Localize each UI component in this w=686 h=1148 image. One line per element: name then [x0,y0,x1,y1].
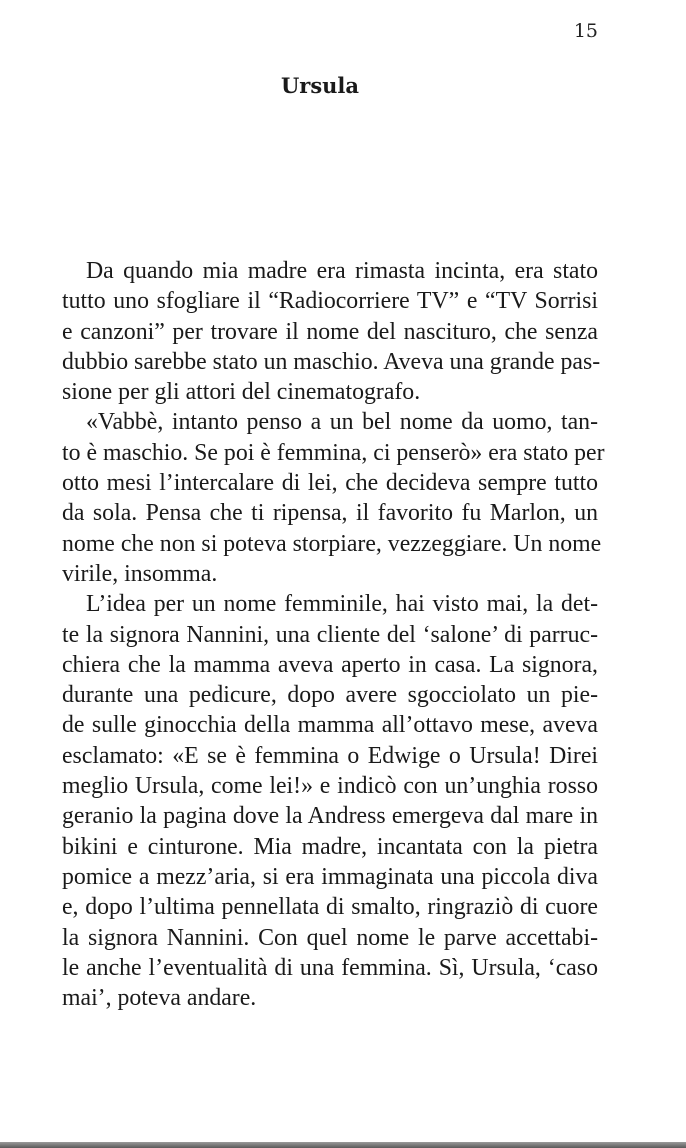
chapter-title: Ursula [280,73,360,98]
text-line: esclamato: «E se è femmina o Edwige o Ursula! Direi [62,742,598,769]
text-line: bikini e cinturone. Mia madre, incantata con la pietra [62,833,598,860]
text-line: virile, insomma. [62,560,218,587]
paragraph [62,589,598,1013]
text-line: pomice a mezz’aria, si era immaginata una piccola diva [62,863,598,890]
text-line: L’idea per un nome femminile, hai visto mai, la det- [86,591,598,618]
text-line: chiera che la mamma aveva aperto in casa. La signora, [62,651,598,678]
text-line: sione per gli attori del cinematografo. [62,379,421,406]
text-line: Da quando mia madre era rimasta incinta, era stato [86,258,598,284]
text-line: nome che non si poteva storpiare, vezzeggiare. Un nome [62,530,602,557]
text-line: dubbio sarebbe stato un maschio. Aveva una grande pas- [62,348,601,375]
text-line: da sola. Pensa che ti ripensa, il favorito fu Marlon, un [62,500,598,527]
text-line: te la signora Nannini, una cliente del ‘salone’ di parruc- [62,621,598,648]
paragraph [62,256,601,407]
text-line: e, dopo l’ultima pennellata di smalto, ringraziò di cuore [62,894,598,921]
text-line: geranio la pagina dove la Andress emergeva dal mare in [62,803,598,830]
text-line: le anche l’eventualità di una femmina. Sì, Ursula, ‘caso [62,954,598,981]
page-edge-rule [0,1142,686,1148]
text-line: tutto uno sfogliare il “Radiocorriere TV” e “TV Sorrisi [62,288,598,315]
text-line: durante una pedicure, dopo avere sgocciolato un pie- [62,682,598,709]
text-line: «Vabbè, intanto penso a un bel nome da uomo, tan- [86,409,598,436]
text-line: meglio Ursula, come lei!» e indicò con un’unghia rosso [62,773,598,800]
text-line: mai’, poteva andare. [62,985,257,1012]
page-number: 15 [573,20,598,42]
text-line: de sulle ginocchia della mamma all’ottavo mese, aveva [62,712,598,739]
text-line: to è maschio. Se poi è femmina, ci penserò» era stato per [62,439,605,466]
text-line: la signora Nannini. Con quel nome le parve accettabi- [62,924,598,951]
text-line: e canzoni” per trovare il nome del nascituro, che senza [62,318,598,345]
text-line: otto mesi l’intercalare di lei, che decideva sempre tutto [62,470,598,497]
body-text [62,256,605,1013]
paragraph [62,407,605,589]
